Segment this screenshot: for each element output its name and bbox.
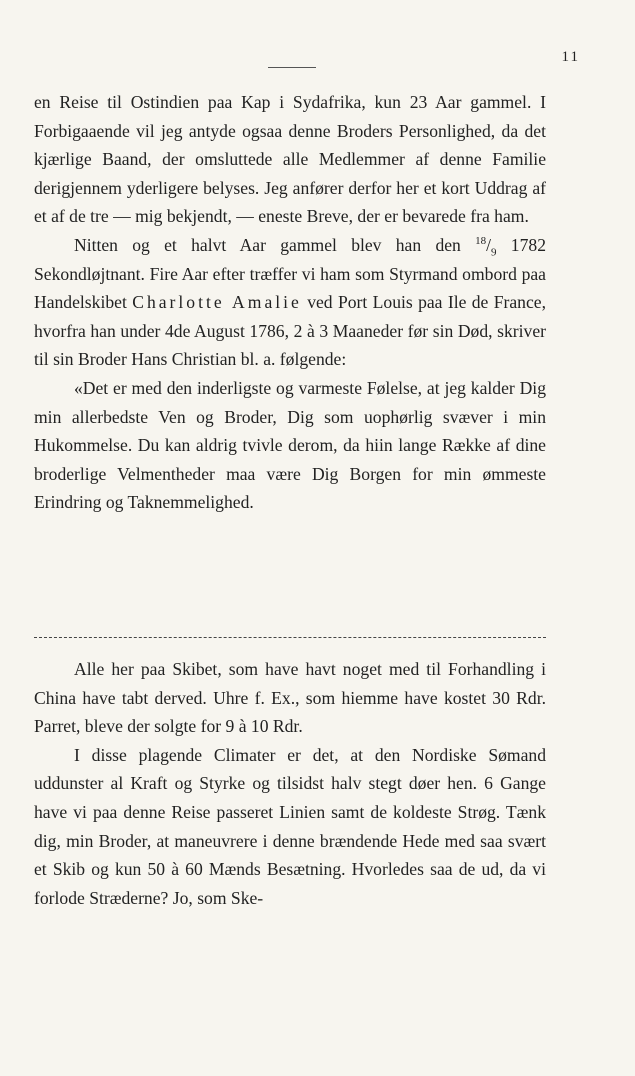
paragraph-5: I disse plagende Climater er det, at den Nordiske Sømand uddunster al Kraft og Styrke og tilsidst halv stegt døer hen. 6 Gange have vi paa denne Reise passeret Linien samt de koldeste Strøg. Tænk dig, min Broder, at maneuvrere i denne brændende Hede med saa svært et Skib og kun 50 à 60 Mænds Besætning. Hvorledes saa de ud, da vi forlode Stræderne? Jo, som Ske- bbox=[34, 744, 546, 908]
date-denominator: 9 bbox=[491, 246, 497, 259]
paragraph-2: Nitten og et halvt Aar gammel blev han den $^{18}/_9$ 1782 Sekondløjtnant. Fire Aar efter træffer vi ham som Styrmand ombord paa Handelskibet Charlotte Amalie ved Port Louis paa Ile de France, hvorfra han under 4de August 1786, 2 à 3 Maaneder før sin Død, skriver til sin Broder Hans Christian bl. a. følgende: bbox=[34, 234, 546, 370]
page-number: 11 bbox=[561, 49, 580, 65]
text-block-bottom bbox=[34, 655, 546, 912]
paragraph-1: en Reise til Ostindien paa Kap i Sydafrika, kun 23 Aar gammel. I Forbigaaende vil jeg antyde ogsaa denne Broders Personlighed, da det kjærlige Baand, der omsluttede alle Medlemmer af denne Familie derigjennem yderligere belyses. Jeg anfører derfor her et kort Uddrag af et af de tre — mig bekjendt, — eneste Breve, der er bevarede fra ham. bbox=[34, 92, 546, 227]
ship-name: Charlotte Amalie bbox=[132, 292, 302, 313]
paragraph-2-start: Nitten og et halvt Aar gammel blev han den bbox=[74, 234, 461, 255]
paragraph-2-end: ved Port Louis paa Ile de France, hvorfra han under 4de August 1786, 2 à 3 Maaneder før sin Død, skriver til sin Broder Hans Christian bl. a. følgende: bbox=[34, 292, 546, 370]
paragraph-4: Alle her paa Skibet, som have havt noget med til Forhandling i China have tabt derved. Uhre f. Ex., som hiemme have kostet 30 Rdr. Parret, bleve der solgte for 9 à 10 Rdr. bbox=[34, 659, 546, 737]
paragraph-2-mid: 1782 Sekondløjtnant. Fire Aar efter træffer vi ham som Styrmand ombord paa Handelskibet bbox=[34, 234, 546, 313]
date-numerator: 18 bbox=[475, 235, 487, 248]
paragraph-3-letter: «Det er med den inderligste og varmeste Følelse, at jeg kalder Dig min allerbedste Ven og Broder, Dig som uophørlig svæver i min Hukommelse. Du kan aldrig tvivle derom, da hiin lange Række af dine broderlige Velmentheder maa være Dig Borgen for min ømmeste Erindring og Taknemmelighed. bbox=[34, 377, 546, 513]
dashed-divider bbox=[34, 637, 546, 638]
text-block-top bbox=[34, 88, 546, 517]
page-number-rule bbox=[268, 67, 316, 68]
